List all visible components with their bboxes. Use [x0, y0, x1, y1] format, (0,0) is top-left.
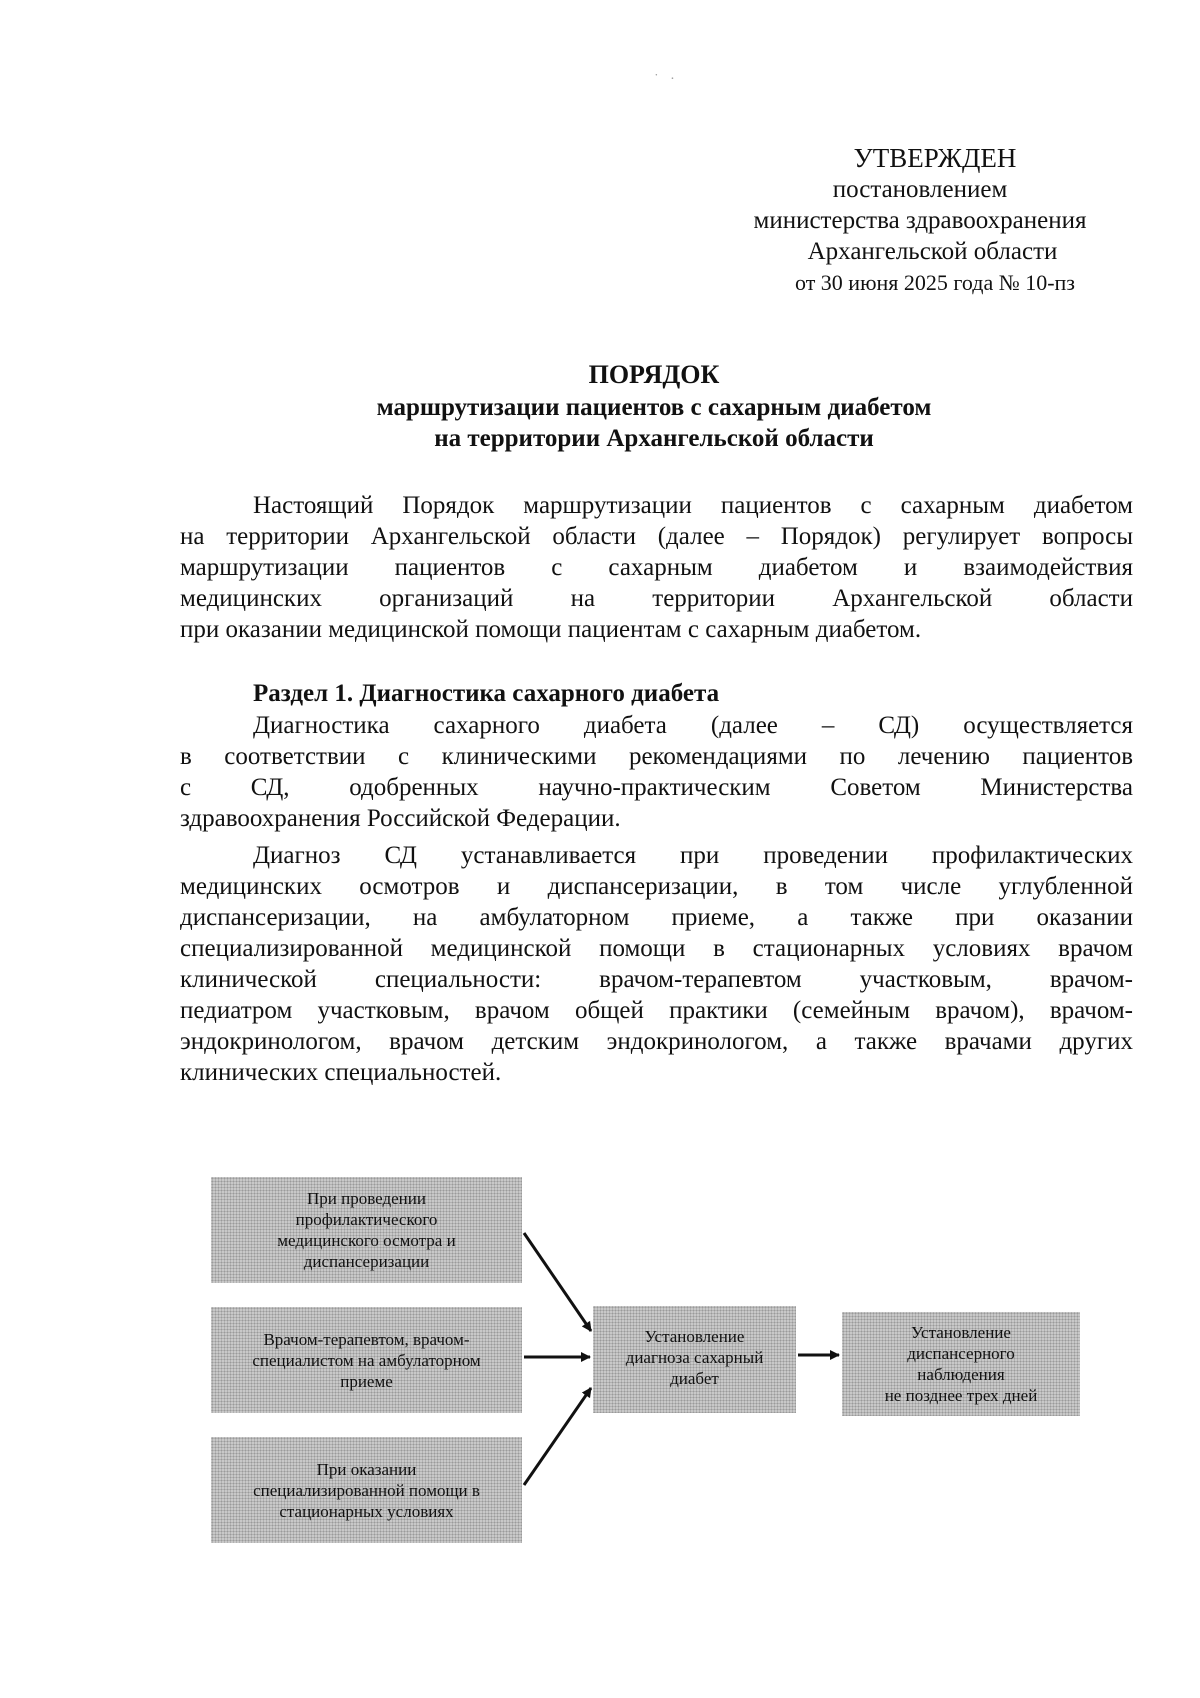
text-line: эндокринологом, врачом детским эндокринологом, а также врачами других	[180, 1028, 1133, 1055]
text-line: с СД, одобренных научно-практическим Советом Министерства	[180, 774, 1133, 801]
flow-box-line: диспансерного	[907, 1344, 1015, 1363]
flow-box-line: диспансеризации	[303, 1252, 430, 1271]
arrow-from-box3	[524, 1388, 591, 1485]
text-line: диспансеризации, на амбулаторном приеме, а также при оказании	[180, 904, 1133, 931]
text-line: специализированной медицинской помощи в стационарных условиях врачом	[180, 935, 1133, 962]
flow-box-line: профилактического	[295, 1210, 438, 1229]
scan-mark: ˙ ·	[654, 72, 679, 87]
flow-box-line: При оказании	[316, 1459, 417, 1479]
flow-box-outpatient	[211, 1307, 522, 1413]
flow-box-line: наблюдения	[917, 1365, 1005, 1384]
flow-box-line: Установление	[911, 1323, 1011, 1342]
approval-line: министерства здравоохранения	[753, 207, 1087, 234]
section-paragraph	[180, 710, 1133, 834]
flow-box-inpatient	[211, 1437, 522, 1543]
text-line: в соответствии с клиническими рекомендациями по лечению пациентов	[180, 743, 1133, 770]
approval-line: постановлением	[832, 176, 1008, 203]
title-subtitle: на территории Архангельской области	[434, 425, 874, 452]
flow-box-line: медицинского осмотра и	[277, 1231, 456, 1250]
flow-box-line: Установление	[644, 1327, 745, 1346]
flow-box-line: При проведении	[307, 1189, 426, 1208]
approval-title: УТВЕРЖДЕН	[853, 143, 1017, 173]
flow-box-line: специализированной помощи в	[253, 1480, 480, 1500]
arrow-from-box1	[524, 1233, 591, 1331]
text-line: на территории Архангельской области (далее – Порядок) регулирует вопросы	[180, 523, 1133, 550]
text-line: Диагноз СД устанавливается при проведении профилактических	[253, 842, 1133, 869]
flow-box-line: специалистом на амбулаторном	[252, 1350, 481, 1370]
flow-box-preventive-exam	[211, 1177, 522, 1283]
text-line: клинической специальности: врачом-терапевтом участковым, врачом-	[180, 966, 1133, 993]
flow-box-line: не позднее трех дней	[884, 1386, 1038, 1405]
text-line: медицинских организаций на территории Архангельской области	[180, 585, 1133, 612]
approval-date-number: от 30 июня 2025 года № 10-пз	[794, 270, 1075, 295]
approval-stamp-block	[680, 143, 1160, 298]
document-title	[176, 358, 1132, 454]
approval-line: Архангельской области	[807, 238, 1058, 265]
flow-box-line: приеме	[340, 1371, 393, 1391]
text-line: Настоящий Порядок маршрутизации пациентов с сахарным диабетом	[253, 492, 1133, 519]
text-line: педиатром участковым, врачом общей практики (семейным врачом), врачом-	[180, 997, 1133, 1024]
section-paragraph	[180, 840, 1133, 1088]
flow-box-line: диабет	[670, 1369, 719, 1388]
text-line: Диагностика сахарного диабета (далее – СД) осуществляется	[253, 712, 1133, 739]
text-line: клинических специальностей.	[180, 1059, 502, 1086]
flow-box-dispensary-observation	[842, 1312, 1080, 1416]
text-line: при оказании медицинской помощи пациентам с сахарным диабетом.	[180, 616, 922, 643]
flow-box-diagnosis	[593, 1306, 796, 1413]
title-subtitle: маршрутизации пациентов с сахарным диабетом	[376, 394, 932, 421]
flow-box-line: Врачом-терапевтом, врачом-	[263, 1329, 470, 1349]
flow-box-line: диагноза сахарный	[625, 1348, 764, 1367]
text-line: медицинских осмотров и диспансеризации, в том числе углубленной	[180, 873, 1133, 900]
text-line: маршрутизации пациентов с сахарным диабетом и взаимодействия	[180, 554, 1133, 581]
flow-box-line: стационарных условиях	[279, 1501, 454, 1521]
intro-paragraph	[180, 490, 1133, 645]
text-line: здравоохранения Российской Федерации.	[180, 805, 621, 832]
title-main: ПОРЯДОК	[588, 360, 720, 389]
section-heading: Раздел 1. Диагностика сахарного диабета	[253, 680, 720, 707]
